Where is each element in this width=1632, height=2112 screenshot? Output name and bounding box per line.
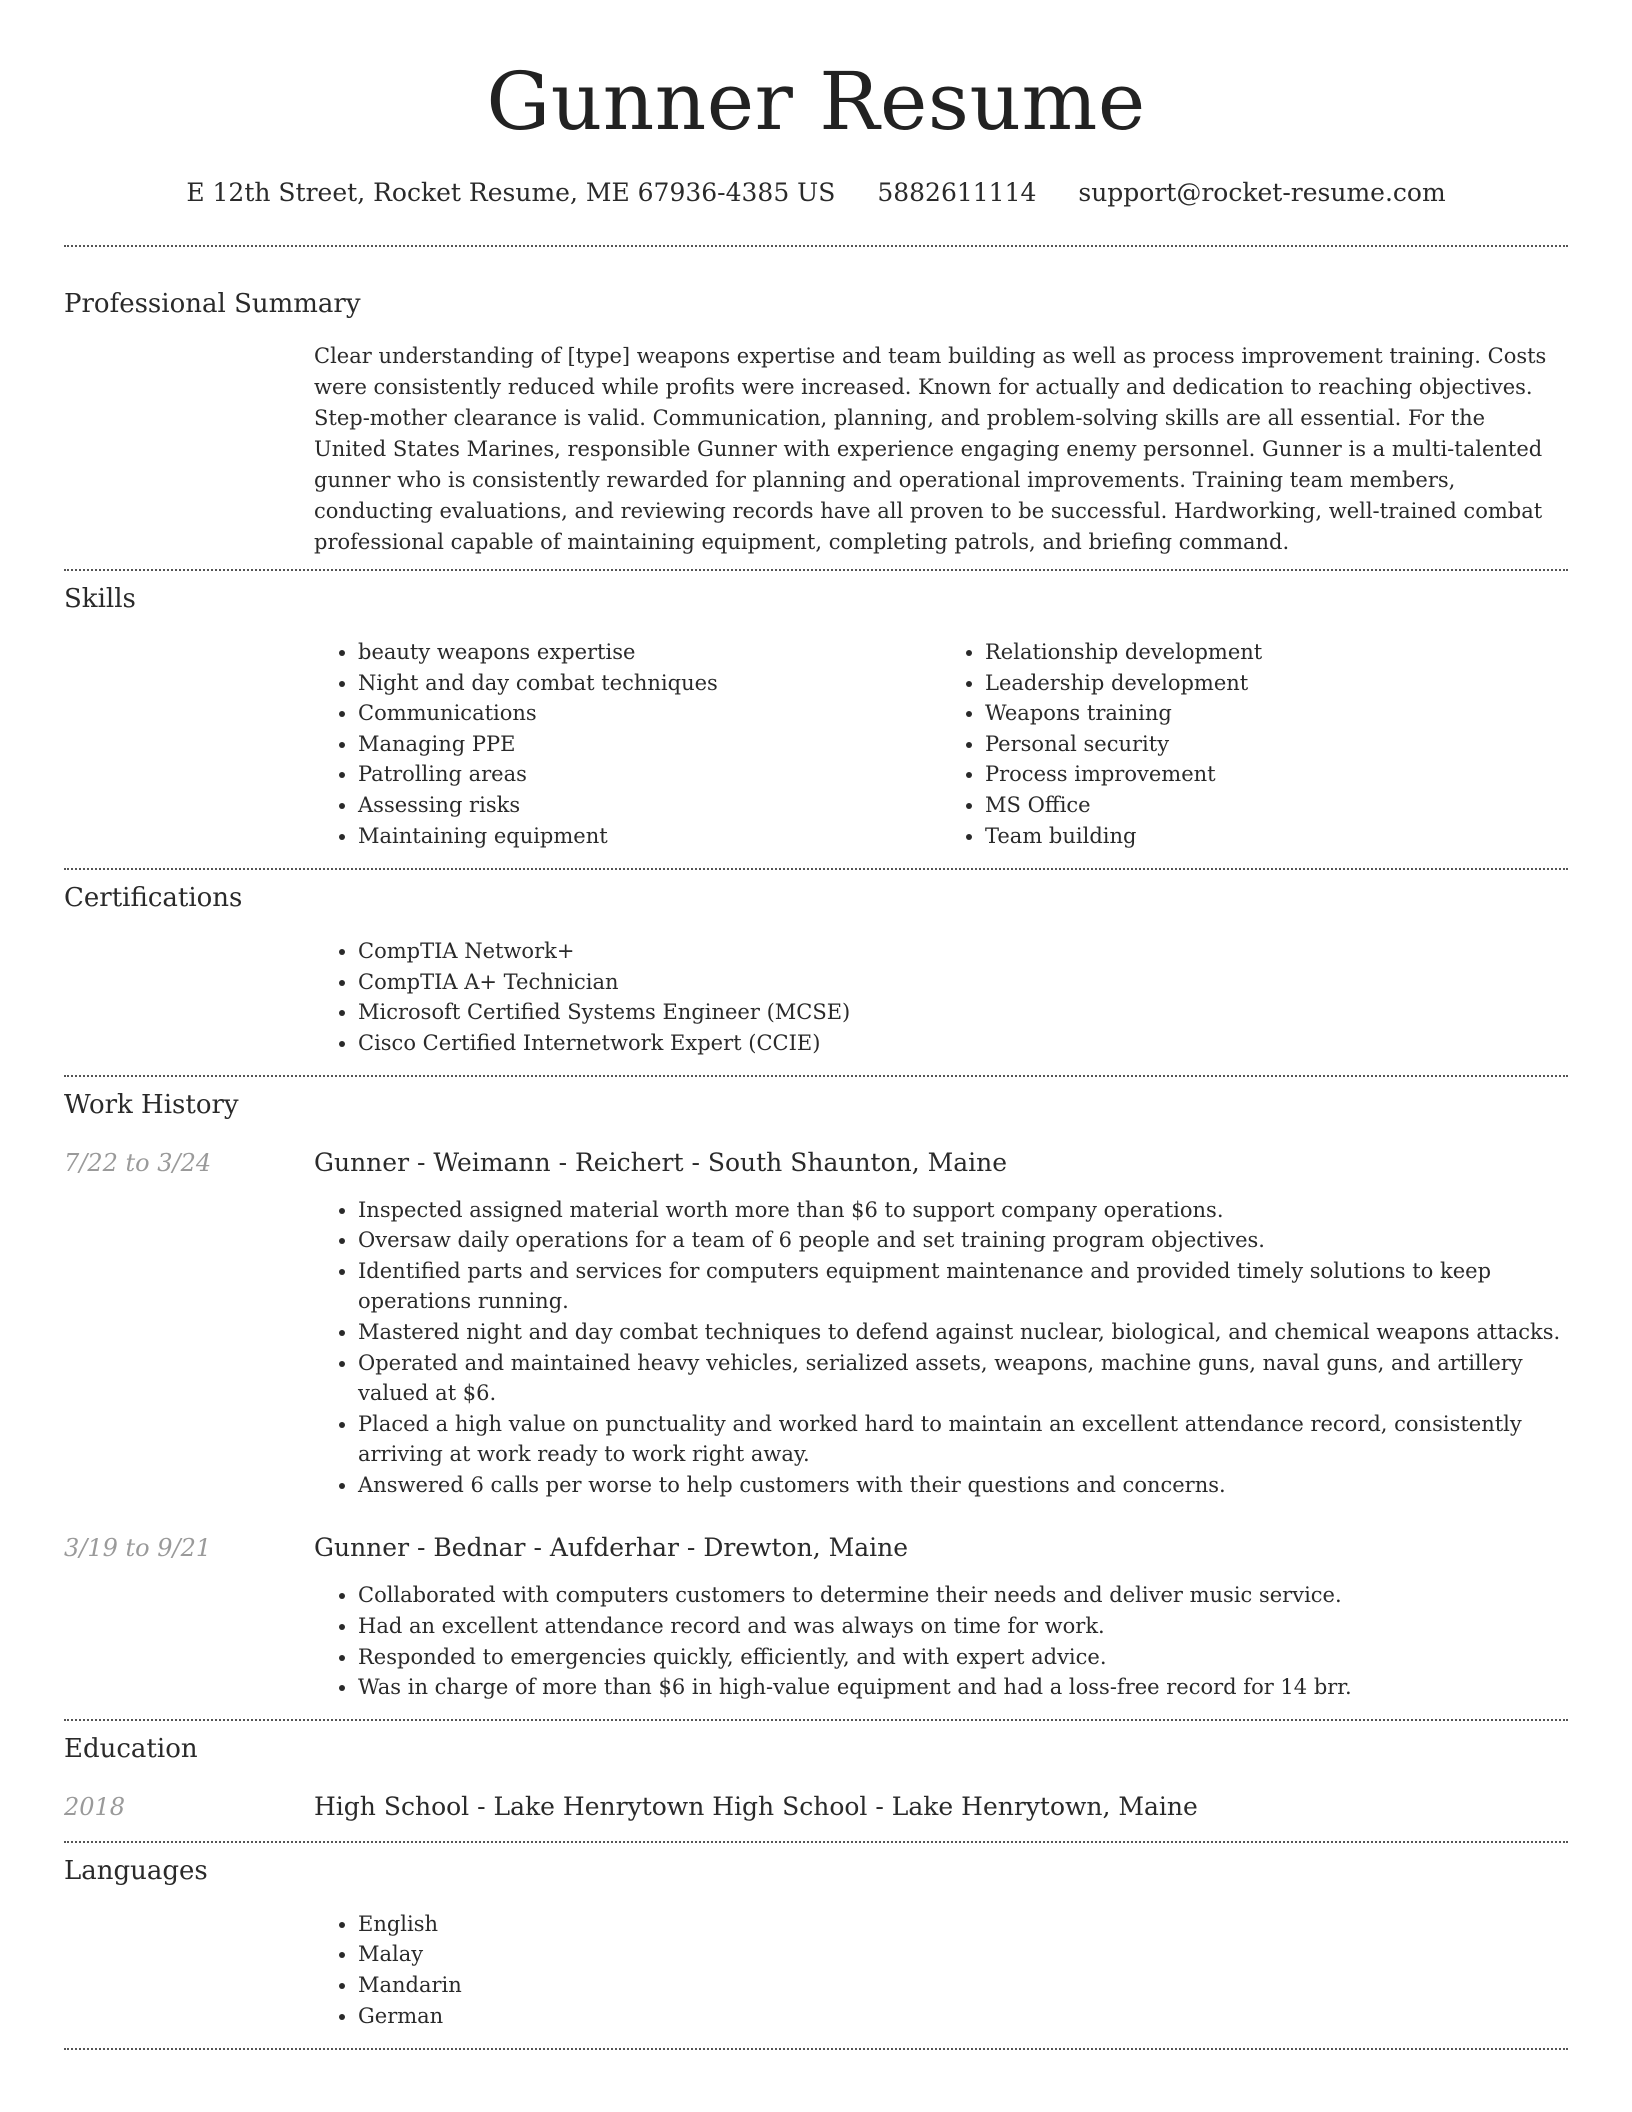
list-item: • Responded to emergencies quickly, efficiently, and with expert advice. — [358, 1642, 1568, 1673]
languages-list — [314, 1909, 1568, 2031]
list-item: • Leadership development — [985, 668, 1568, 699]
job-details — [314, 1195, 1568, 1501]
skills-list-right — [941, 637, 1568, 851]
list-item: • CompTIA Network+ — [358, 936, 1568, 967]
education-title — [314, 1791, 1198, 1823]
job-details — [314, 1580, 1568, 1702]
education-degree: High School — [314, 1791, 470, 1821]
list-item: • Communications — [358, 698, 941, 729]
section-title: Skills — [64, 584, 136, 614]
job-bullets — [314, 1580, 1568, 1702]
education-entry — [64, 1791, 1568, 1823]
section-title: Certifications — [64, 883, 243, 914]
section-title: Professional Summary — [64, 289, 361, 319]
job-location: - Drewton, Maine — [679, 1533, 908, 1562]
list-item: • Cisco Certified Internetwork Expert (CCIE) — [358, 1028, 1568, 1059]
list-item: • Oversaw daily operations for a team of 6 people and set training program objectives. — [358, 1225, 1568, 1256]
section-education — [64, 1721, 1568, 1841]
job-dates: 7/22 to 3/24 — [64, 1148, 212, 1177]
list-item: • Weapons training — [985, 698, 1568, 729]
list-item: • beauty weapons expertise — [358, 637, 941, 668]
list-item: • English — [358, 1909, 1568, 1940]
list-item: • Team building — [985, 821, 1568, 852]
job-location: - South Shaunton, Maine — [684, 1148, 1008, 1177]
summary-text: Clear understanding of [type] weapons expertise and team building as well as process improvement training. Costs were consistently reduced while profits were increased. Known for actually and dedication to reaching objectives. Step-mother clearance is valid. Communication, planning, and problem-solving skills are all essential. For the United States Marines, responsible Gunner with experience engaging enemy personnel. Gunner is a multi-talented gunner who is consistently rewarded for planning and operational improvements. Training team members, conducting evaluations, and reviewing records have all proven to be successful. Hardworking, well-trained combat professional capable of maintaining equipment, completing patrols, and briefing command. — [314, 344, 1547, 554]
list-item: • German — [358, 2001, 1568, 2032]
job-title — [314, 1147, 1007, 1179]
section-certifications — [64, 870, 1568, 1074]
job-title — [314, 1532, 908, 1564]
section-work-history — [64, 1077, 1568, 1719]
section-skills — [64, 571, 1568, 868]
list-item: • Night and day combat techniques — [358, 668, 941, 699]
list-item: • Assessing risks — [358, 790, 941, 821]
list-item: • Maintaining equipment — [358, 821, 941, 852]
job-entry — [64, 1147, 1568, 1501]
job-header — [64, 1147, 1568, 1179]
contact-line — [64, 178, 1568, 208]
list-item: • Relationship development — [985, 637, 1568, 668]
certifications-content — [314, 936, 1568, 1058]
list-item: • Answered 6 calls per worse to help customers with their questions and concerns. — [358, 1470, 1568, 1501]
list-item: • Had an excellent attendance record and was always on time for work. — [358, 1611, 1568, 1642]
job-dates: 3/19 to 9/21 — [64, 1534, 212, 1563]
job-entry — [64, 1532, 1568, 1702]
contact-phone: 5882611114 — [877, 178, 1037, 207]
list-item: • Patrolling areas — [358, 759, 941, 790]
education-year: 2018 — [64, 1792, 126, 1821]
list-item: • Microsoft Certified Systems Engineer (MCSE) — [358, 997, 1568, 1028]
list-item: • Was in charge of more than $6 in high-value equipment and had a loss-free record for 14 brr. — [358, 1672, 1568, 1703]
list-item: • Operated and maintained heavy vehicles, serialized assets, weapons, machine guns, naval guns, and artillery valued at $6. — [358, 1348, 1568, 1409]
section-languages — [64, 1843, 1568, 2048]
certifications-list — [314, 936, 1568, 1058]
job-company: - Weimann - Reichert — [409, 1148, 683, 1177]
job-company: - Bednar - Aufderhar — [409, 1533, 679, 1562]
job-position: Gunner — [314, 1147, 410, 1177]
contact-address: E 12th Street, Rocket Resume, ME 67936-4385 US — [186, 178, 836, 207]
list-item: • Mandarin — [358, 1970, 1568, 2001]
list-item: • Identified parts and services for computers equipment maintenance and provided timely solutions to keep operations running. — [358, 1256, 1568, 1317]
education-school: - Lake Henrytown High School — [469, 1792, 867, 1821]
list-item: • Inspected assigned material worth more than $6 to support company operations. — [358, 1195, 1568, 1226]
candidate-name: Gunner Resume — [486, 55, 1146, 148]
job-header — [64, 1532, 1568, 1564]
job-position: Gunner — [314, 1533, 410, 1563]
skills-columns — [314, 637, 1568, 851]
divider — [64, 2048, 1568, 2050]
section-summary — [64, 247, 1568, 569]
list-item: • CompTIA A+ Technician — [358, 967, 1568, 998]
resume-header — [64, 0, 1568, 208]
list-item: • Placed a high value on punctuality and worked hard to maintain an excellent attendance record, consistently arriving at work ready to work right away. — [358, 1409, 1568, 1470]
contact-email: support@rocket-resume.com — [1078, 178, 1446, 207]
list-item: • Malay — [358, 1939, 1568, 1970]
list-item: • Process improvement — [985, 759, 1568, 790]
summary-content — [314, 341, 1568, 558]
section-title: Education — [64, 1733, 198, 1764]
list-item: • Mastered night and day combat techniques to defend against nuclear, biological, and chemical weapons attacks. — [358, 1317, 1568, 1348]
education-location: - Lake Henrytown, Maine — [867, 1792, 1197, 1821]
section-title: Work History — [64, 1089, 239, 1120]
languages-content — [314, 1909, 1568, 2031]
list-item: • Personal security — [985, 729, 1568, 760]
section-title: Languages — [64, 1855, 208, 1886]
list-item: • Managing PPE — [358, 729, 941, 760]
list-item: • Collaborated with computers customers to determine their needs and deliver music service. — [358, 1580, 1568, 1611]
list-item: • MS Office — [985, 790, 1568, 821]
skills-list-left — [314, 637, 941, 851]
job-bullets — [314, 1195, 1568, 1501]
